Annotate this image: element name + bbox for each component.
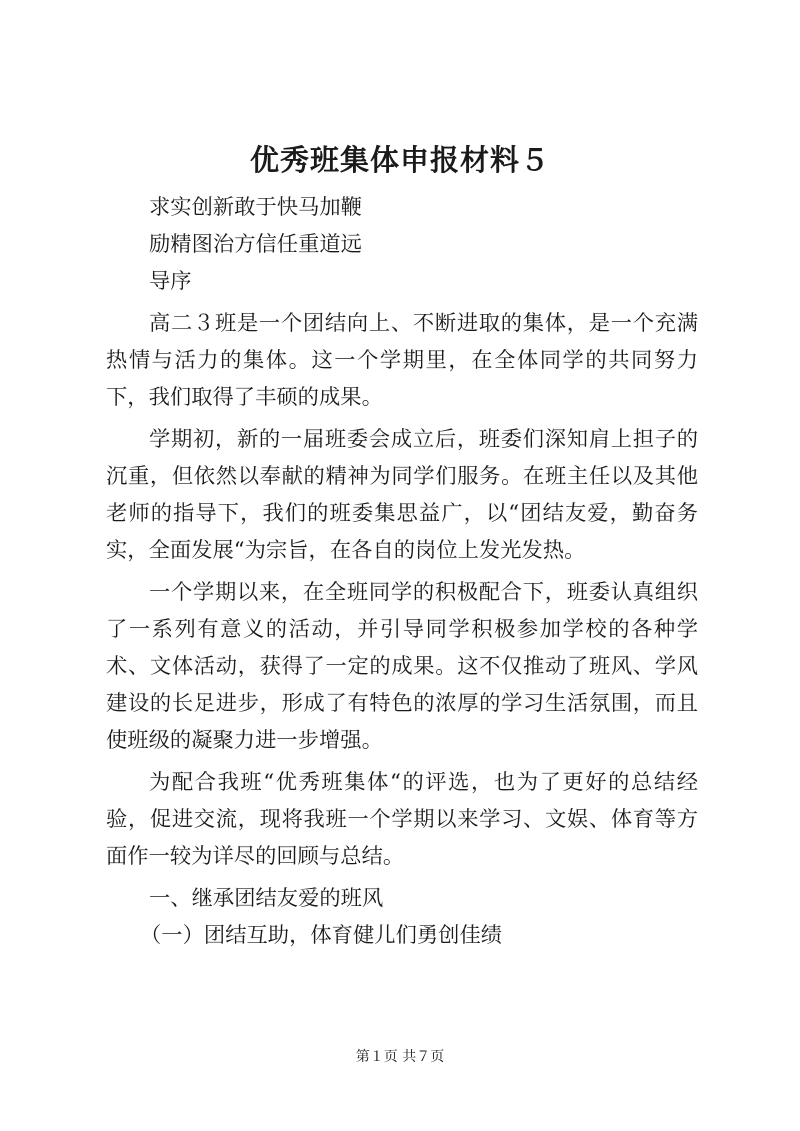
paragraph-committee: 学期初，新的一届班委会成立后，班委们深知肩上担子的沉重，但依然以奉献的精神为同学们服务。在班主任以及其他老师的指导下，我们的班委集思益广，以“团结友爱，勤奋务实，全面发展“为宗旨，在各自的岗位上发光发热。	[106, 427, 698, 563]
paragraph-intro: 高二３班是一个团结向上、不断进取的集体，是一个充满热情与活力的集体。这一个学期里，在全体同学的共同努力下，我们取得了丰硕的成果。	[106, 311, 698, 410]
section-heading: 一、继承团结友爱的班风	[149, 886, 384, 911]
page-number-footer: 第１页 共７页	[355, 1049, 445, 1065]
subsection-heading: （一）团结互助，体育健儿们勇创佳绩	[140, 923, 503, 948]
paragraph-activities: 一个学期以来，在全班同学的积极配合下，班委认真组织了一系列有意义的活动，并引导同学积极参加学校的各种学术、文体活动，获得了一定的成果。这不仅推动了班风、学风建设的长足进步，形成了有特色的浓厚的学习生活氛围，而且使班级的凝聚力进一步增强。	[106, 580, 698, 753]
document-title: 优秀班集体申报材料５	[249, 143, 550, 177]
preface-heading: 导序	[149, 269, 192, 294]
document-body	[106, 189, 698, 954]
subtitle-line-1: 求实创新敢于快马加鞭	[149, 195, 362, 220]
subtitle-line-2: 励精图治方信任重道远	[149, 232, 362, 257]
paragraph-purpose: 为配合我班“优秀班集体“的评选，也为了更好的总结经验，促进交流，现将我班一个学期以来学习、文娱、体育等方面作一较为详尽的回顾与总结。	[106, 770, 698, 869]
